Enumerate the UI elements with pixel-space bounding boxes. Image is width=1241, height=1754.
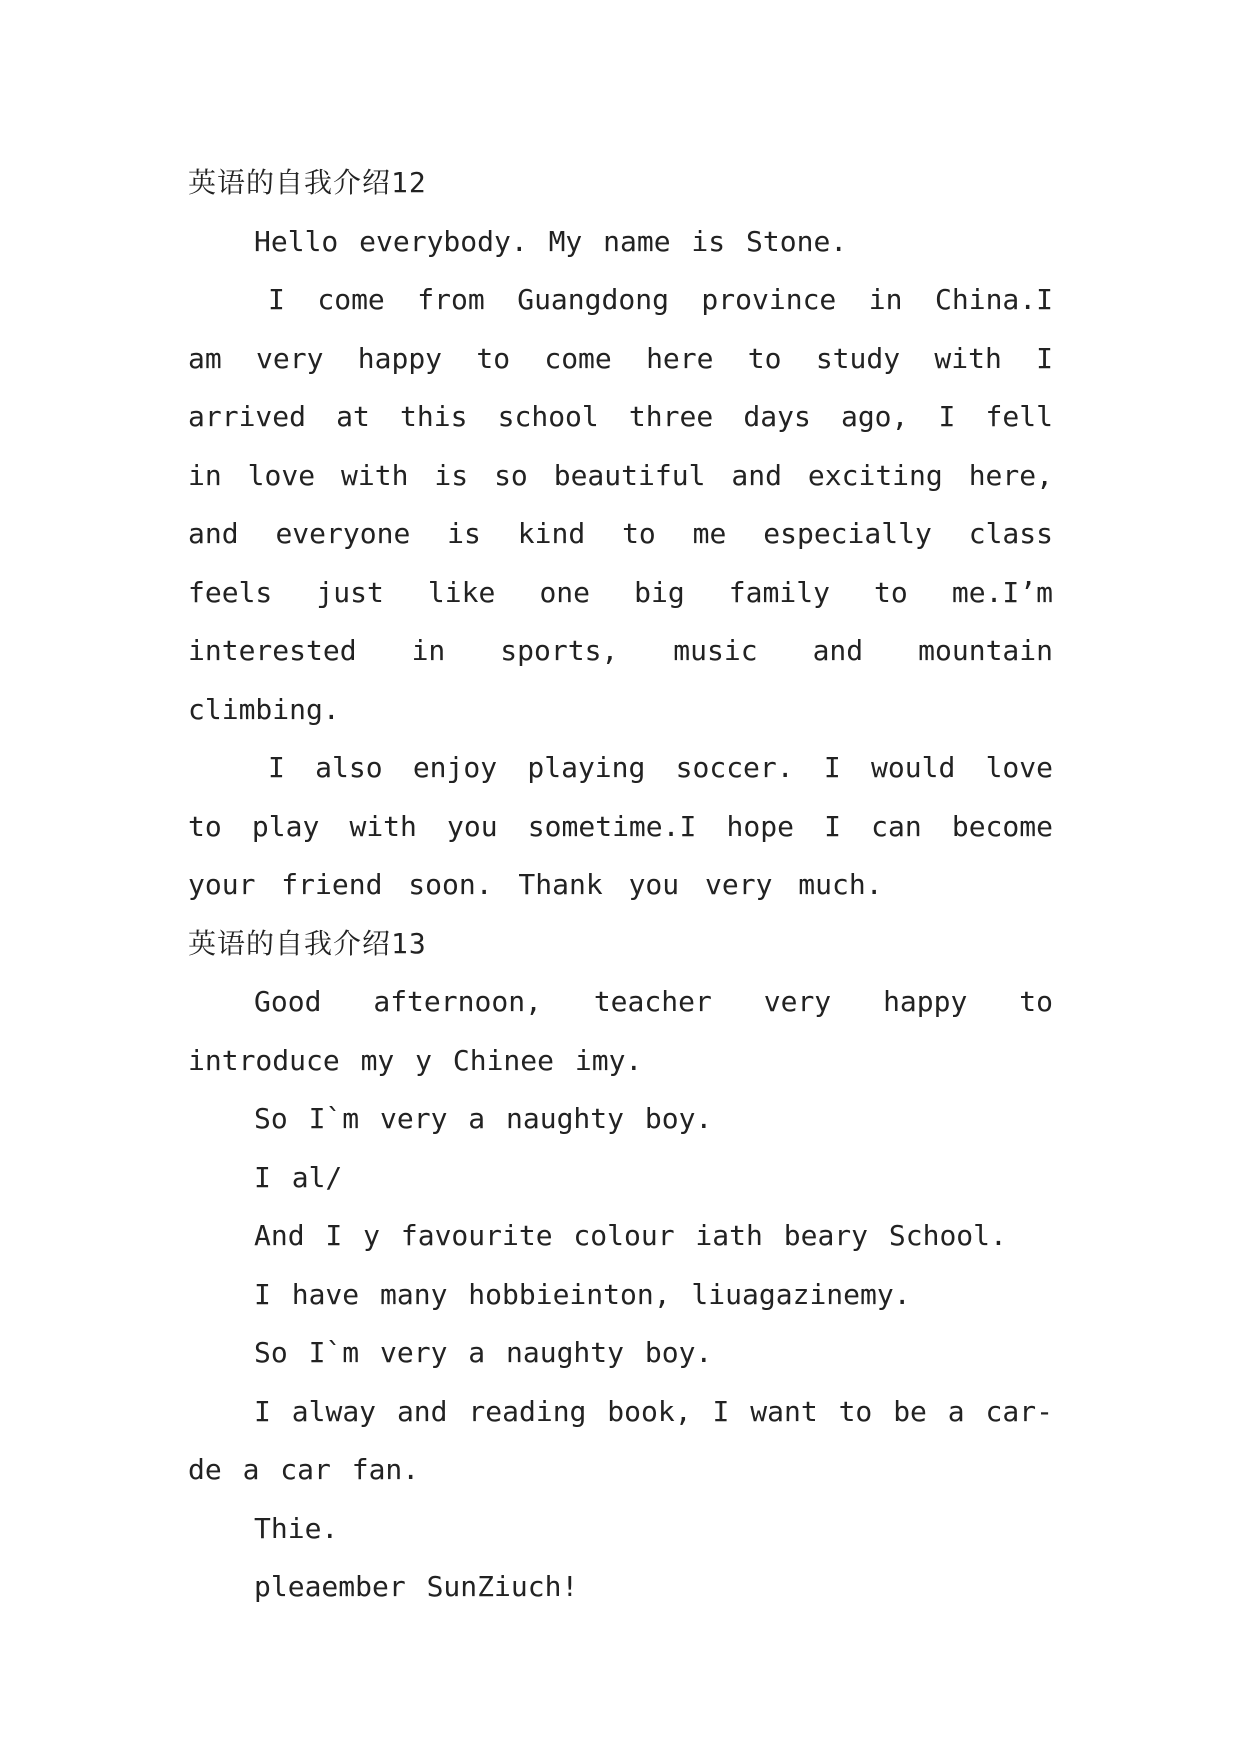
paragraph: I also enjoy playing soccer. I would love to play with you sometime.I hope I can become your friend soon. Thank you very much. xyxy=(188,751,1053,901)
paragraph: And I y favourite colour iath beary School. xyxy=(254,1219,1007,1252)
document-page xyxy=(188,154,1053,1617)
paragraph: I come from Guangdong province in China.I am very happy to come here to study with I arrived at this school three days ago, I fell in love with is so beautiful and exciting here, and everyone is kind to me especially class feels just like one big family to me.I’m interested in sports, music and mountain climbing. xyxy=(188,283,1053,726)
paragraph: pleaember SunZiuch! xyxy=(254,1570,579,1603)
paragraph: I have many hobbieinton, liuagazinemy. xyxy=(254,1277,911,1311)
paragraph: So I`m very a naughty boy. xyxy=(254,1336,713,1369)
paragraph: Thie. xyxy=(254,1511,339,1545)
paragraph: So I`m very a naughty boy. xyxy=(254,1102,713,1135)
section-heading: 英语的自我介绍12 xyxy=(188,166,427,199)
paragraph: Hello everybody. My name is Stone. xyxy=(254,224,848,258)
section-12 xyxy=(188,154,1053,915)
paragraph: I al/ xyxy=(254,1160,343,1194)
section-13 xyxy=(188,915,1053,1617)
paragraph: Good afternoon, teacher very happy to introduce my y Chinee imy. xyxy=(188,985,1053,1077)
section-heading: 英语的自我介绍13 xyxy=(188,926,427,960)
paragraph: I alway and reading book, I want to be a car-de a car fan. xyxy=(188,1394,1053,1486)
